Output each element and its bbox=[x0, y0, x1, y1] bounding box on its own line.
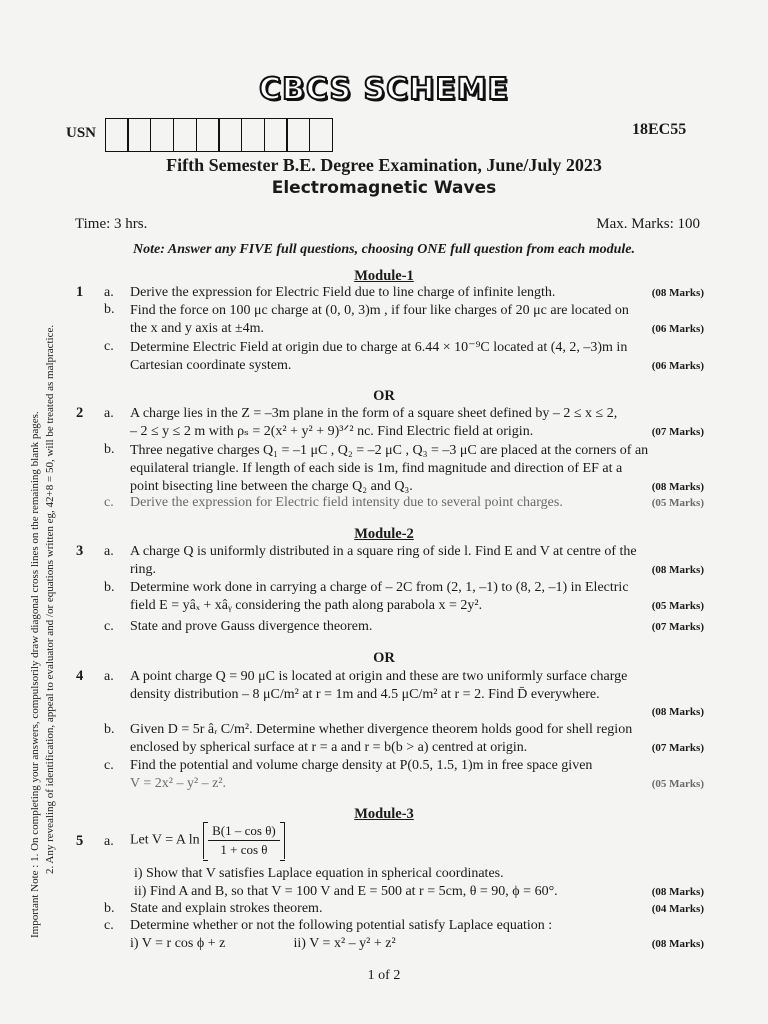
sub-label: b. bbox=[104, 722, 115, 737]
question-line: State and prove Gauss divergence theorem. bbox=[130, 619, 373, 634]
question-line: V = 2x² – y² – z². bbox=[130, 776, 227, 791]
usn-box bbox=[264, 118, 288, 152]
question-text bbox=[130, 721, 704, 757]
question-line: Given D = 5r âᵣ C/m². Determine whether divergence theorem holds good for shell region bbox=[130, 722, 633, 737]
usn-box bbox=[286, 118, 310, 152]
question-text bbox=[130, 668, 704, 704]
question-line: Find the force on 100 μc charge at (0, 0, 3)m , if four like charges of 20 μc are located on bbox=[130, 303, 629, 318]
question-text bbox=[130, 494, 704, 512]
question-line: Find the potential and volume charge density at P(0.5, 1.5, 1)m in free space given bbox=[130, 758, 593, 773]
formula-prefix: Let V = A ln bbox=[130, 832, 200, 848]
sub-label: a. bbox=[104, 406, 114, 421]
side-note-line-1: Important Note : 1. On completing your answers, compulsorily draw diagonal cross lines on the remaining blank pages. bbox=[29, 411, 41, 938]
marks-label: (08 Marks) bbox=[651, 564, 704, 576]
question-line: the x and y axis at ±4m. bbox=[130, 321, 265, 336]
marks-label: (04 Marks) bbox=[651, 903, 704, 915]
side-note-line-2: 2. Any revealing of identification, appeal to evaluator and /or equations written eg, 42+8 = 50, will be treated as malpractice. bbox=[44, 324, 56, 874]
sub-label: b. bbox=[104, 580, 115, 595]
usn-box bbox=[218, 118, 242, 152]
question-number: 4 bbox=[76, 668, 84, 684]
question-line: Cartesian coordinate system. bbox=[130, 358, 292, 373]
marks-label: (06 Marks) bbox=[651, 323, 704, 335]
question-line: A charge lies in the Z = –3m plane in the form of a square sheet defined by – 2 ≤ x ≤ 2, bbox=[130, 406, 618, 421]
sub-label: b. bbox=[104, 302, 115, 317]
sub-label: a. bbox=[104, 285, 114, 300]
time-allowed: Time: 3 hrs. bbox=[75, 216, 148, 232]
usn-box bbox=[105, 118, 129, 152]
module-2-heading: Module-2 bbox=[354, 526, 414, 542]
exam-title: Fifth Semester B.E. Degree Examination, June/July 2023 bbox=[166, 155, 602, 175]
question-text bbox=[130, 579, 704, 615]
question-line: ii) V = x² – y² + z² bbox=[293, 936, 396, 951]
question-line: ii) Find A and B, so that V = 100 V and E = 500 at r = 5cm, θ = 90, ϕ = 60°. bbox=[134, 884, 558, 899]
usn-label: USN bbox=[66, 125, 97, 141]
question-line: point bisecting line between the charge Q₂ and Q₃. bbox=[130, 479, 413, 494]
question-line: density distribution – 8 μC/m² at r = 1m and 4.5 μC/m² at r = 2. Find D̄ everywhere. bbox=[130, 687, 600, 702]
question-text bbox=[130, 302, 704, 338]
or-divider: OR bbox=[373, 388, 395, 404]
sub-label: a. bbox=[104, 834, 114, 849]
usn-box bbox=[150, 118, 174, 152]
question-line: A charge Q is uniformly distributed in a square ring of side l. Find E and V at centre of the bbox=[130, 544, 637, 559]
usn-boxes bbox=[106, 118, 333, 152]
sub-label: b. bbox=[104, 901, 115, 916]
fraction-numerator: B(1 – cos θ) bbox=[208, 822, 280, 841]
marks-label: (08 Marks) bbox=[651, 886, 704, 898]
question-text bbox=[130, 917, 704, 953]
instructions-note: Note: Answer any FIVE full questions, choosing ONE full question from each module. bbox=[133, 242, 635, 257]
module-1-heading: Module-1 bbox=[354, 268, 414, 284]
question-line: ring. bbox=[130, 562, 157, 577]
question-text bbox=[130, 900, 704, 918]
subject-title: Electromagnetic Waves bbox=[271, 178, 497, 198]
marks-label: (07 Marks) bbox=[651, 426, 704, 438]
question-text bbox=[130, 339, 704, 375]
usn-box bbox=[196, 118, 220, 152]
question-number: 5 bbox=[76, 833, 84, 849]
question-line: Derive the expression for Electric field intensity due to several point charges. bbox=[130, 495, 563, 510]
course-code: 18EC55 bbox=[632, 121, 687, 138]
marks-label: (08 Marks) bbox=[651, 938, 704, 950]
question-number: 3 bbox=[76, 543, 84, 559]
question-line: State and explain strokes theorem. bbox=[130, 901, 323, 916]
sub-label: c. bbox=[104, 495, 114, 510]
marks-label: (08 Marks) bbox=[651, 481, 704, 493]
question-number: 2 bbox=[76, 405, 84, 421]
question-line: Derive the expression for Electric Field due to line charge of infinite length. bbox=[130, 285, 556, 300]
sub-label: a. bbox=[104, 669, 114, 684]
question-line: A point charge Q = 90 μC is located at origin and these are two uniformly surface charge bbox=[130, 669, 628, 684]
marks-label: (05 Marks) bbox=[651, 778, 704, 790]
sub-label: c. bbox=[104, 758, 114, 773]
question-line: – 2 ≤ y ≤ 2 m with ρₛ = 2(x² + y² + 9)³ᐟ² nc. Find Electric field at origin. bbox=[130, 424, 534, 439]
question-line: enclosed by spherical surface at r = a and r = b(b > a) centred at origin. bbox=[130, 740, 528, 755]
question-text bbox=[130, 757, 704, 793]
marks-label: (05 Marks) bbox=[651, 497, 704, 509]
fraction bbox=[208, 822, 280, 859]
question-line: Determine work done in carrying a charge of – 2C from (2, 1, –1) to (8, 2, –1) in Electric bbox=[130, 580, 629, 595]
sub-label: c. bbox=[104, 339, 114, 354]
question-text bbox=[130, 405, 704, 441]
usn-box bbox=[241, 118, 265, 152]
sub-label: a. bbox=[104, 544, 114, 559]
sub-label: c. bbox=[104, 918, 114, 933]
sub-label: c. bbox=[104, 619, 114, 634]
fraction-denominator: 1 + cos θ bbox=[220, 842, 268, 857]
or-divider: OR bbox=[373, 650, 395, 666]
question-text bbox=[130, 543, 704, 579]
marks-label: (06 Marks) bbox=[651, 360, 704, 372]
question-line: field E = yâₓ + xâᵧ considering the path along parabola x = 2y². bbox=[130, 598, 483, 613]
question-text bbox=[134, 865, 704, 901]
usn-box bbox=[127, 118, 151, 152]
marks-label: (07 Marks) bbox=[651, 621, 704, 633]
max-marks: Max. Marks: 100 bbox=[596, 216, 700, 232]
usn-box bbox=[309, 118, 333, 152]
question-line: i) Show that V satisfies Laplace equation in spherical coordinates. bbox=[134, 866, 504, 881]
scheme-logo: CBCS SCHEME bbox=[258, 72, 510, 107]
marks-label: (08 Marks) bbox=[651, 287, 704, 299]
marks-label: (05 Marks) bbox=[651, 600, 704, 612]
question-line: equilateral triangle. If length of each side is 1m, find magnitude and direction of EF at a bbox=[130, 461, 623, 476]
question-text bbox=[130, 618, 704, 636]
question-text bbox=[130, 442, 704, 496]
side-important-note bbox=[28, 278, 58, 938]
marks-label: (08 Marks) bbox=[651, 706, 704, 718]
formula-bracket bbox=[203, 822, 285, 859]
question-line: Three negative charges Q₁ = –1 μC , Q₂ = –2 μC , Q₃ = –3 μC are placed at the corners of an bbox=[130, 443, 649, 458]
sub-label: b. bbox=[104, 442, 115, 457]
question-line: Determine Electric Field at origin due to charge at 6.44 × 10⁻⁹C located at (4, 2, –3)m in bbox=[130, 340, 628, 355]
question-formula bbox=[130, 822, 704, 859]
question-line: Determine whether or not the following potential satisfy Laplace equation : bbox=[130, 918, 553, 933]
marks-label: (07 Marks) bbox=[651, 742, 704, 754]
question-number: 1 bbox=[76, 284, 84, 300]
question-line: i) V = r cos ϕ + z bbox=[130, 936, 226, 951]
question-text bbox=[130, 284, 704, 302]
page-number: 1 of 2 bbox=[367, 968, 401, 983]
usn-box bbox=[173, 118, 197, 152]
module-3-heading: Module-3 bbox=[354, 806, 414, 822]
